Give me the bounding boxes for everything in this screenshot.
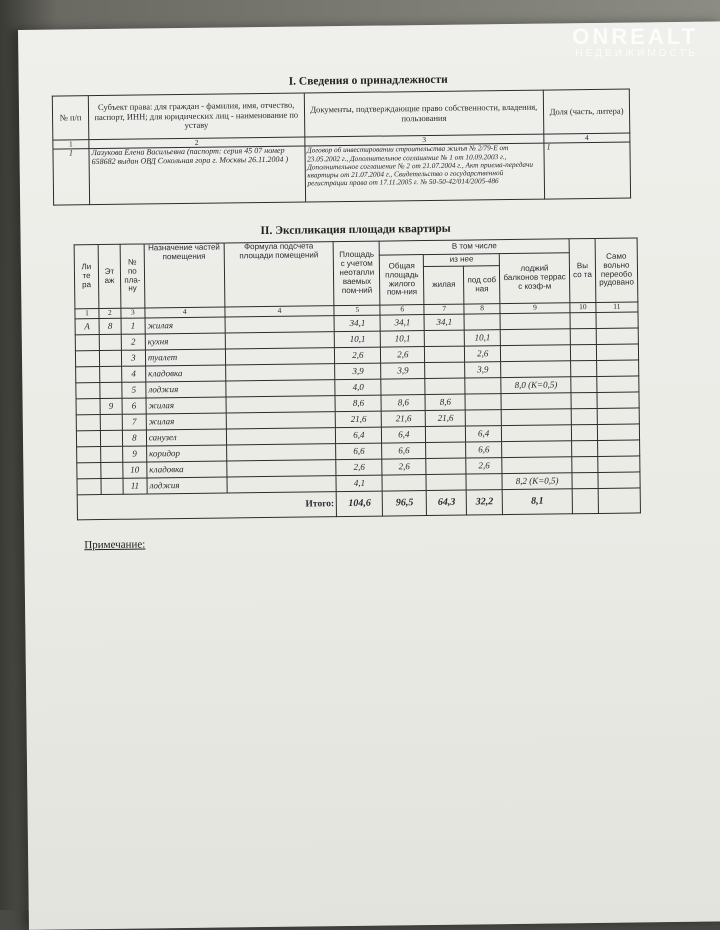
row-height <box>572 440 598 456</box>
row-floor <box>100 366 122 382</box>
row-floor: 9 <box>100 398 122 414</box>
row-aux <box>465 394 501 410</box>
row-unauthorized <box>597 424 639 441</box>
header-subject: Субъект права: для граждан - фамилия, имя, отчество, паспорт, ИНН; для юридических лиц - наименование по уставу <box>88 93 304 140</box>
row-formula <box>226 412 336 429</box>
row-loggia <box>502 457 572 474</box>
header-floor: Эт аж <box>98 244 121 308</box>
row-aux <box>465 378 501 394</box>
row-living: 21,6 <box>425 410 465 426</box>
row-living <box>425 378 465 394</box>
col-number: 3 <box>304 134 544 146</box>
totals-unauthorized <box>598 488 640 514</box>
row-area: 8,6 <box>335 395 381 412</box>
row-lit <box>77 479 101 495</box>
section1-title: I. Сведения о принадлежности <box>288 73 448 88</box>
row-unauthorized <box>597 376 639 393</box>
row-unauthorized <box>596 344 638 361</box>
row-lit: А <box>75 319 99 335</box>
col-number: 6 <box>380 305 424 316</box>
row-purpose: кладовка <box>147 461 227 478</box>
row-total-living <box>382 475 426 492</box>
row-loggia <box>502 425 572 442</box>
row-formula <box>226 380 336 397</box>
row-plan-num: 2 <box>121 334 145 350</box>
row-total-living: 34,1 <box>380 315 424 332</box>
row-lit <box>76 383 100 399</box>
row-total-living: 8,6 <box>381 395 425 412</box>
row-formula <box>225 316 335 333</box>
row-formula <box>226 396 336 413</box>
row-height <box>572 472 598 488</box>
row-formula <box>226 428 336 445</box>
row-purpose: туалет <box>145 349 225 366</box>
row-purpose: кладовка <box>145 365 225 382</box>
section2-title: II. Экспликация площади квартиры <box>260 222 451 238</box>
header-aux: под соб ная <box>464 266 500 304</box>
row-living <box>426 426 466 442</box>
col-number: 9 <box>500 303 570 314</box>
row-purpose: жилая <box>145 317 225 334</box>
header-formula: Формула подсчета площади помещений <box>224 242 334 307</box>
owner-num: 1 <box>53 149 90 205</box>
row-height <box>571 376 597 392</box>
row-aux: 6,4 <box>466 426 502 442</box>
row-height <box>570 344 596 360</box>
row-lit <box>77 463 101 479</box>
row-floor <box>100 430 122 446</box>
row-lit <box>76 415 100 431</box>
header-documents: Документы, подтверждающие право собственности, владения, пользования <box>304 90 544 137</box>
row-total-living: 6,4 <box>382 427 426 444</box>
header-loggia: лоджий балконов террас с коэф-м <box>499 253 569 304</box>
document-page <box>18 21 720 930</box>
row-plan-num: 8 <box>122 430 146 446</box>
area-rows <box>75 312 640 495</box>
row-loggia <box>500 329 570 346</box>
header-plan-num: № по пла- ну <box>120 244 145 308</box>
row-unauthorized <box>596 312 638 329</box>
row-plan-num: 7 <box>122 414 146 430</box>
owner-share: 1 <box>544 142 631 199</box>
col-number: 7 <box>424 304 464 314</box>
row-plan-num: 6 <box>122 398 146 414</box>
row-loggia: 8,2 (К=0,5) <box>502 473 572 490</box>
row-floor <box>101 446 123 462</box>
totals-loggia: 8,1 <box>502 489 572 515</box>
row-formula <box>226 444 336 461</box>
header-including: В том числе <box>379 239 569 255</box>
row-purpose: коридор <box>146 445 226 462</box>
row-height <box>571 392 597 408</box>
row-living <box>426 442 466 458</box>
header-total-living: Общая площадь жилого пом-ния <box>380 255 425 306</box>
row-area: 2,6 <box>336 459 382 476</box>
row-lit <box>75 351 99 367</box>
row-floor <box>100 382 122 398</box>
col-number: 3 <box>121 308 145 318</box>
row-purpose: санузел <box>146 429 226 446</box>
row-unauthorized <box>598 472 640 489</box>
row-floor <box>101 462 123 478</box>
row-total-living: 2,6 <box>382 459 426 476</box>
col-number: 8 <box>464 304 500 314</box>
row-plan-num: 4 <box>122 366 146 382</box>
header-purpose: Назначение частей помещения <box>144 243 225 308</box>
row-plan-num: 5 <box>122 382 146 398</box>
row-purpose: жилая <box>146 413 226 430</box>
row-area: 6,6 <box>336 443 382 460</box>
col-number: 4 <box>145 307 225 318</box>
row-aux: 10,1 <box>464 330 500 346</box>
col-number: 1 <box>53 140 89 150</box>
row-aux <box>464 314 500 330</box>
totals-living: 64,3 <box>426 490 466 515</box>
row-plan-num: 10 <box>123 462 147 478</box>
row-aux: 6,6 <box>466 442 502 458</box>
row-total-living: 3,9 <box>381 363 425 380</box>
header-num: № п/п <box>52 96 88 140</box>
row-height <box>571 360 597 376</box>
owner-documents: Договор об инвестировании строительства жилья № 2/79-Е от 23.05.2002 г., Дополнительное соглашение № 1 от 10.09.2003 г., Дополнительное соглашение № 2 от 21.07.2004 г., Акт приема-передачи квартиры от 21.07.2004 г., Свидетельство о государственной регистрации права от 17.11.2005 г. № 50-50-42/014/2005-486 <box>304 143 544 202</box>
col-number: 10 <box>570 302 596 312</box>
header-height: Вы со та <box>569 238 596 302</box>
row-purpose: жилая <box>146 397 226 414</box>
owner-subject: Лазукова Елена Васильевна (паспорт: серия 45 07 номер 658682 выдан ОВД Сокольная гора г. Москвы 26.11.2004 ) <box>89 146 305 205</box>
row-living <box>425 362 465 378</box>
row-living <box>426 458 466 474</box>
row-plan-num: 11 <box>123 478 147 494</box>
col-number: 11 <box>596 302 638 313</box>
row-floor: 8 <box>99 318 121 334</box>
row-total-living: 6,6 <box>382 443 426 460</box>
totals-aux: 32,2 <box>466 490 502 515</box>
row-area: 10,1 <box>335 331 381 348</box>
row-purpose: лоджия <box>147 477 227 494</box>
row-aux <box>465 410 501 426</box>
row-loggia <box>501 345 571 362</box>
row-plan-num: 9 <box>122 446 146 462</box>
row-area: 4,0 <box>335 379 381 396</box>
row-total-living: 21,6 <box>382 411 426 428</box>
row-purpose: кухня <box>145 333 225 350</box>
row-lit <box>76 367 100 383</box>
row-unauthorized <box>597 440 639 457</box>
row-plan-num: 1 <box>121 318 145 334</box>
col-number: 2 <box>99 308 121 318</box>
area-table <box>74 237 641 520</box>
header-of-which: из нее <box>424 254 500 267</box>
totals-total-living: 96,5 <box>382 491 426 517</box>
row-height <box>570 312 596 328</box>
row-area: 3,9 <box>335 363 381 380</box>
row-purpose: лоджия <box>146 381 226 398</box>
row-floor <box>99 350 121 366</box>
header-area: Площадь с учетом неотапли ваемых пом-ний <box>333 241 380 306</box>
row-lit <box>75 335 99 351</box>
totals-height <box>572 488 598 513</box>
row-lit <box>76 431 100 447</box>
row-height <box>571 424 597 440</box>
row-aux: 2,6 <box>466 458 502 474</box>
row-loggia <box>501 393 571 410</box>
row-total-living <box>381 379 425 396</box>
row-formula <box>225 332 335 349</box>
col-number: 1 <box>75 309 99 319</box>
row-loggia: 8,0 (К=0,5) <box>501 377 571 394</box>
row-lit <box>77 447 101 463</box>
row-floor <box>100 414 122 430</box>
watermark-subtitle: НЕДВИЖИМОСТЬ <box>575 48 698 59</box>
row-lit <box>76 399 100 415</box>
row-unauthorized <box>596 328 638 345</box>
row-total-living: 2,6 <box>381 347 425 364</box>
col-number: 4 <box>544 133 630 143</box>
row-formula <box>226 460 336 477</box>
col-number: 5 <box>334 305 380 316</box>
row-height <box>571 408 597 424</box>
totals-area: 104,6 <box>337 491 383 517</box>
watermark-brand: ONREALT <box>572 24 698 49</box>
row-floor <box>101 478 123 494</box>
row-unauthorized <box>597 360 639 377</box>
row-loggia <box>500 313 570 330</box>
row-formula <box>225 348 335 365</box>
row-formula <box>227 476 337 493</box>
row-living: 34,1 <box>424 314 464 330</box>
row-loggia <box>502 441 572 458</box>
row-area: 21,6 <box>336 411 382 428</box>
row-area: 2,6 <box>335 347 381 364</box>
header-unauthorized: Само вольно переобо рудовано <box>595 238 638 303</box>
row-living <box>425 346 465 362</box>
note-label: Примечание: <box>84 538 146 552</box>
ownership-table <box>52 89 631 206</box>
row-aux: 2,6 <box>465 346 501 362</box>
col-number: 4 <box>225 306 335 317</box>
row-aux <box>466 474 502 490</box>
header-lit: Ли те ра <box>74 245 99 309</box>
row-area: 6,4 <box>336 427 382 444</box>
totals-label: Итого: <box>77 492 337 520</box>
header-living: жилая <box>424 266 464 304</box>
watermark <box>572 24 698 59</box>
row-loggia <box>501 361 571 378</box>
row-total-living: 10,1 <box>381 331 425 348</box>
row-living <box>426 474 466 490</box>
row-height <box>570 328 596 344</box>
row-loggia <box>501 409 571 426</box>
row-floor <box>99 334 121 350</box>
row-height <box>572 456 598 472</box>
row-living <box>424 330 464 346</box>
row-formula <box>225 364 335 381</box>
row-plan-num: 3 <box>121 350 145 366</box>
row-living: 8,6 <box>425 394 465 410</box>
header-share: Доля (часть, литера) <box>543 89 629 134</box>
row-unauthorized <box>598 456 640 473</box>
row-aux: 3,9 <box>465 362 501 378</box>
row-area: 4,1 <box>336 475 382 492</box>
row-unauthorized <box>597 408 639 425</box>
col-number: 2 <box>89 137 305 149</box>
row-area: 34,1 <box>334 315 380 332</box>
row-unauthorized <box>597 392 639 409</box>
